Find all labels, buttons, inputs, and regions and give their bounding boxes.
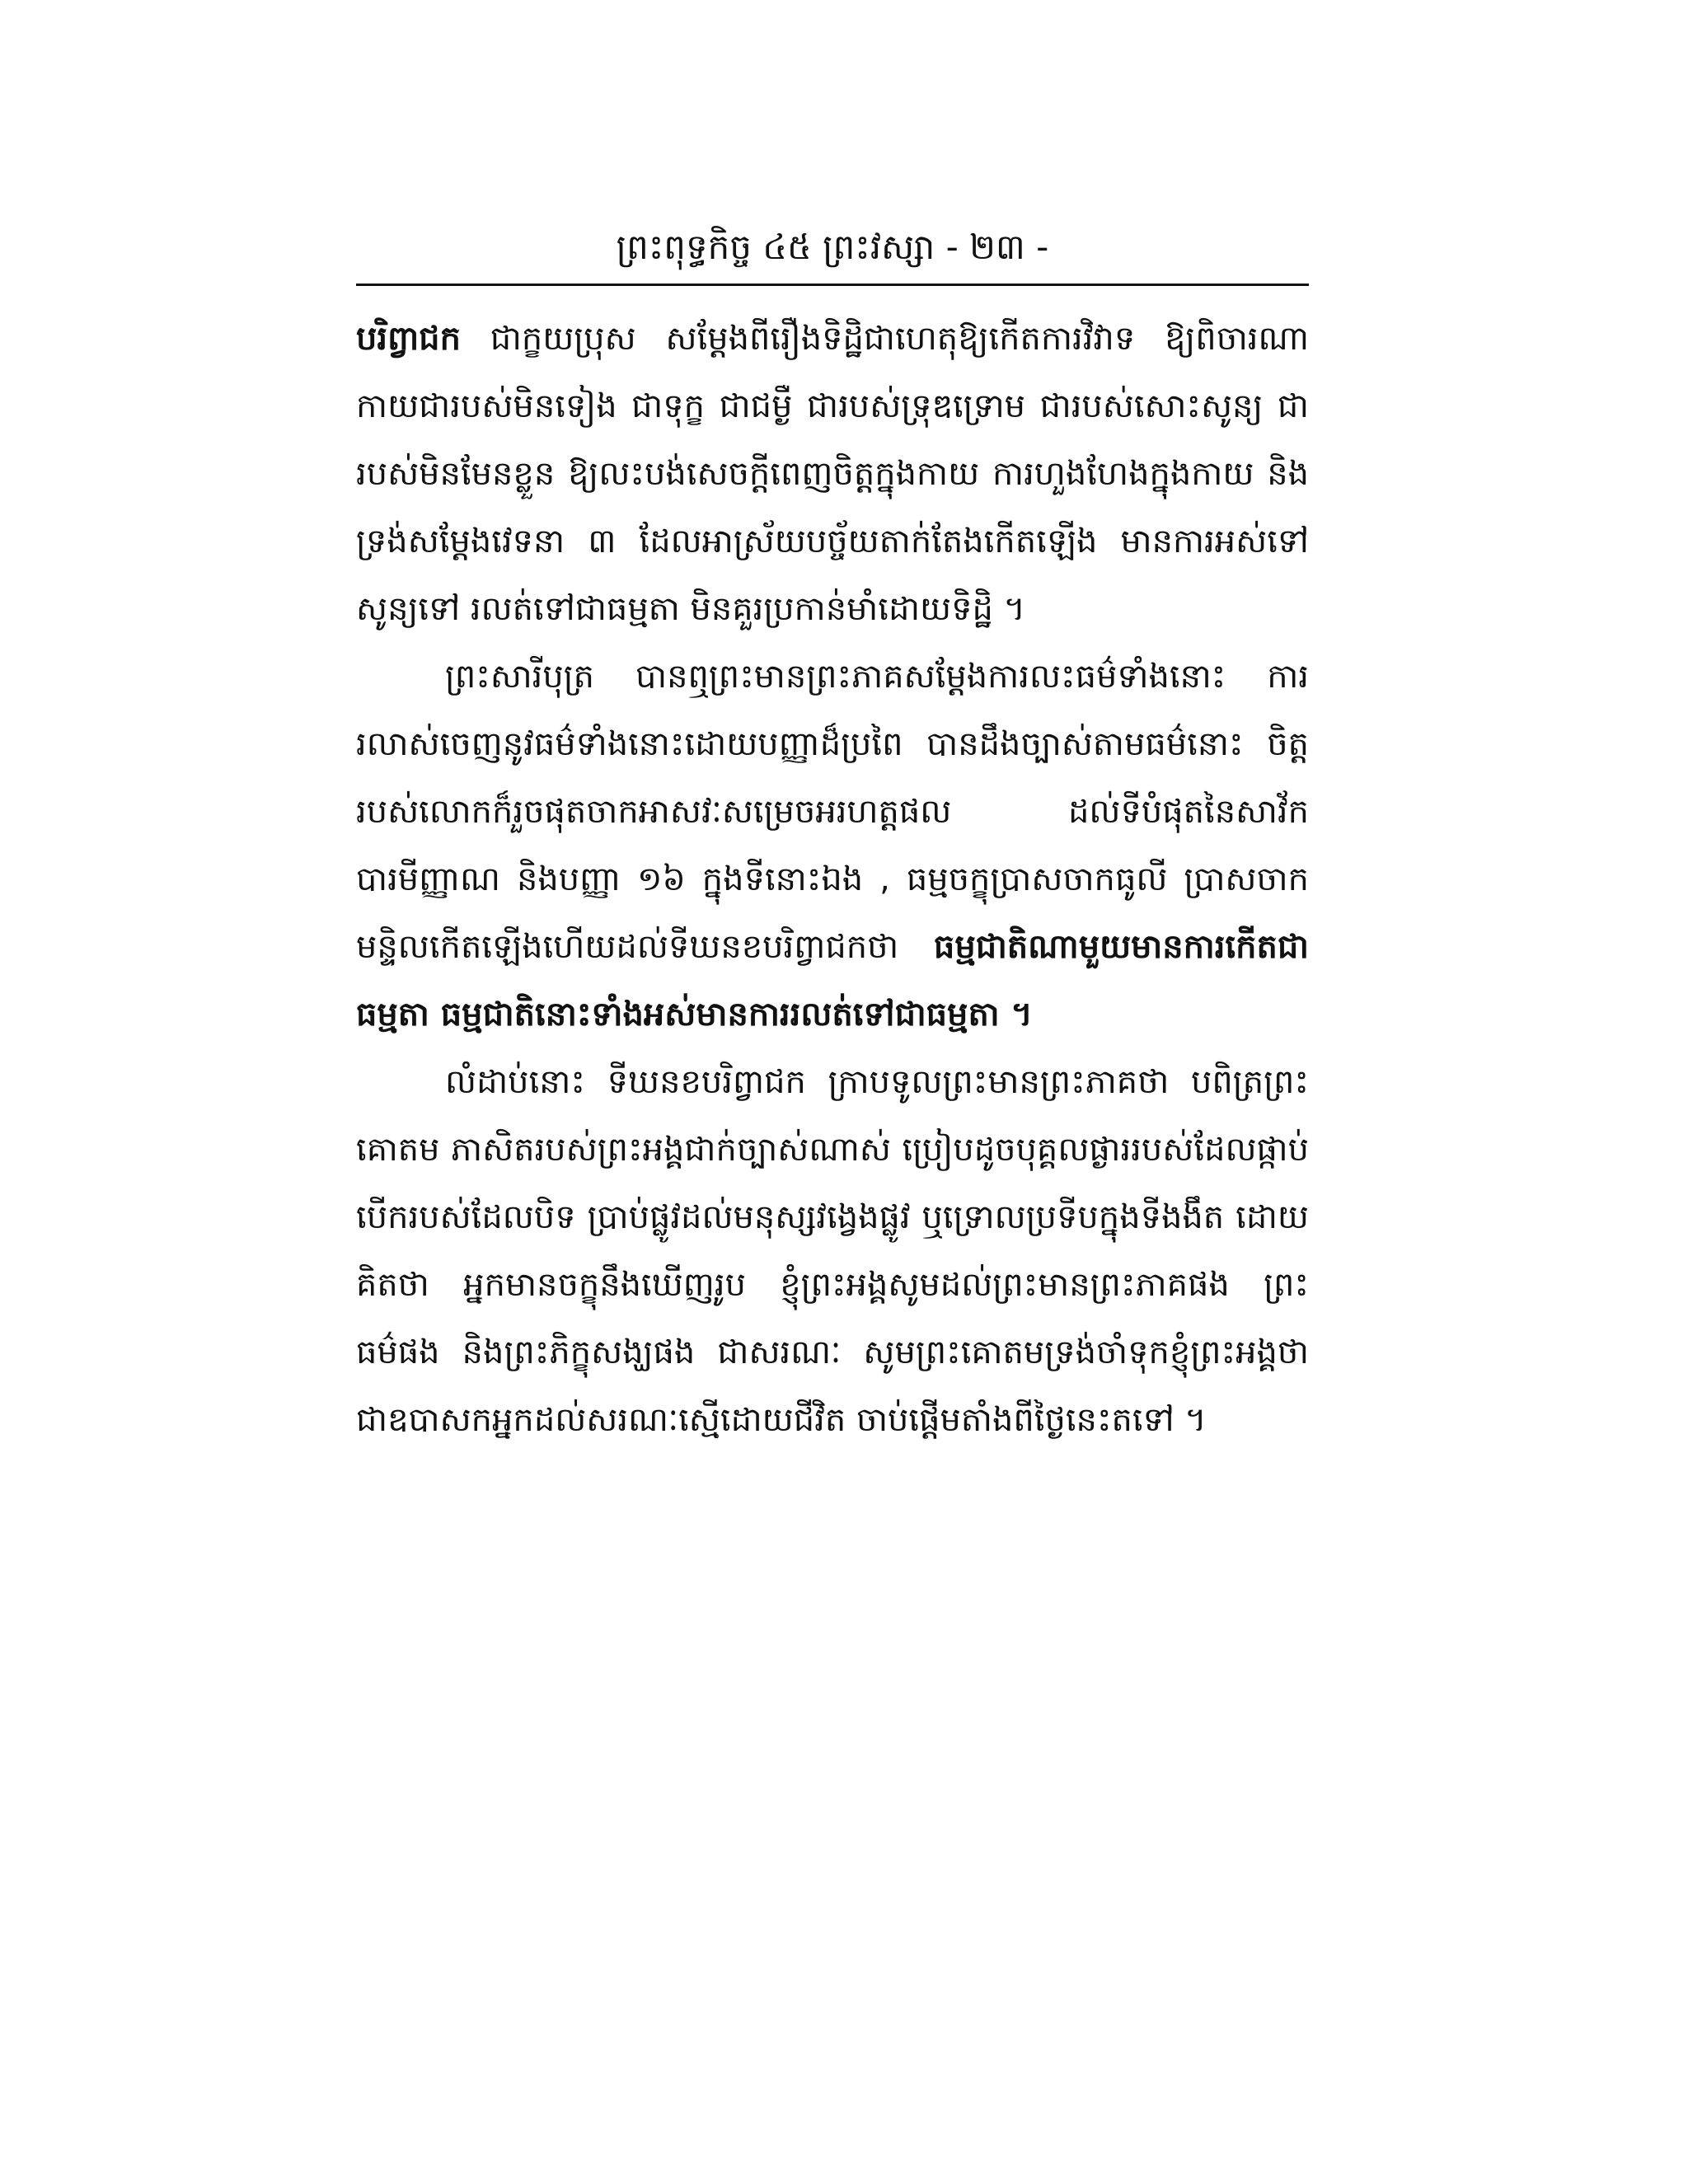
paragraph-1 [356,305,1309,643]
paragraph-2-text: ព្រះសារីបុត្រ បានឮព្រះមានព្រះភាគសម្តែងការលះធម៌ទាំងនោះ ការរលាស់ចេញនូវធម៌ទាំងនោះដោយបញ្ញាដ៏ប្រពៃ បានដឹងច្បាស់តាមធម៌នោះ ចិត្តរបស់លោកក៏រួចផុតចាកអាសវៈសម្រេចអរហត្តផល ដល់ទីបំផុតនៃសាវ័កបារមីញ្ញាណ និងបញ្ញា ១៦ ក្នុងទីនោះឯង , ធម្មចក្ខុប្រាសចាកធូលី ប្រាសចាកមន្ទិលកើតឡើងហើយដល់ទីឃនខបរិព្វាជកថា [356,658,1309,966]
paragraph-1-lead: បរិព្វាជក [356,320,461,358]
paragraph-2 [356,643,1309,1048]
paragraph-3 [356,1048,1309,1454]
running-header: ព្រះពុទ្ធកិច្ច ៤៥ ព្រះវស្សា - ២៣ - [616,227,1049,267]
paragraph-2-quote: ធម្មជាតិណាមួយមានការកើតជាធម្មតា ធម្មជាតិនោះទាំងអស់មានការរលត់ទៅជាធម្មតា ។ [356,928,1309,1033]
header-divider [356,284,1309,286]
body-text [356,305,1309,1454]
paragraph-1-text: ជាក្ខយប្រុស សម្តែងពីរឿងទិដ្ឋិជាហេតុឱ្យកើតការវិវាទ ឱ្យពិចារណាកាយជារបស់មិនទៀង ជាទុក្ខ ជាជម្ងឺ ជារបស់ទ្រុឌទ្រោម ជារបស់សោះសូន្យ ជារបស់មិនមែនខ្លួន ឱ្យលះបង់សេចក្តីពេញចិត្តក្នុងកាយ ការហួងហែងក្នុងកាយ និងទ្រង់សម្តែងវេទនា ៣ ដែលអាស្រ័យបច្ច័យតាក់តែងកើតឡើង មានការអស់ទៅ សូន្យទៅ រលត់ទៅជាធម្មតា មិនគួរប្រកាន់មាំដោយទិដ្ឋិ ។ [356,320,1309,628]
paragraph-3-text: លំដាប់នោះ ទីឃនខបរិព្វាជក ក្រាបទូលព្រះមានព្រះភាគថា បពិត្រព្រះគោតម ភាសិតរបស់ព្រះអង្គជាក់ច្បាស់ណាស់ ប្រៀបដូចបុគ្គលផ្ងាររបស់ដែលផ្កាប់ បើករបស់ដែលបិទ ប្រាប់ផ្លូវដល់មនុស្សវង្វេងផ្លូវ ឬទ្រោលប្រទីបក្នុងទីងងឹត ដោយគិតថា អ្នកមានចក្ខុនឹងឃើញរូប ខ្ញុំព្រះអង្គសូមដល់ព្រះមានព្រះភាគផង ព្រះធម៌ផង និងព្រះភិក្ខុសង្ឃផង ជាសរណៈ សូមព្រះគោតមទ្រង់ចាំទុកខ្ញុំព្រះអង្គថា ជាឧបាសកអ្នកដល់សរណៈស្មើដោយជីវិត ចាប់ផ្តើមតាំងពីថ្ងៃនេះតទៅ ។ [356,1063,1309,1439]
